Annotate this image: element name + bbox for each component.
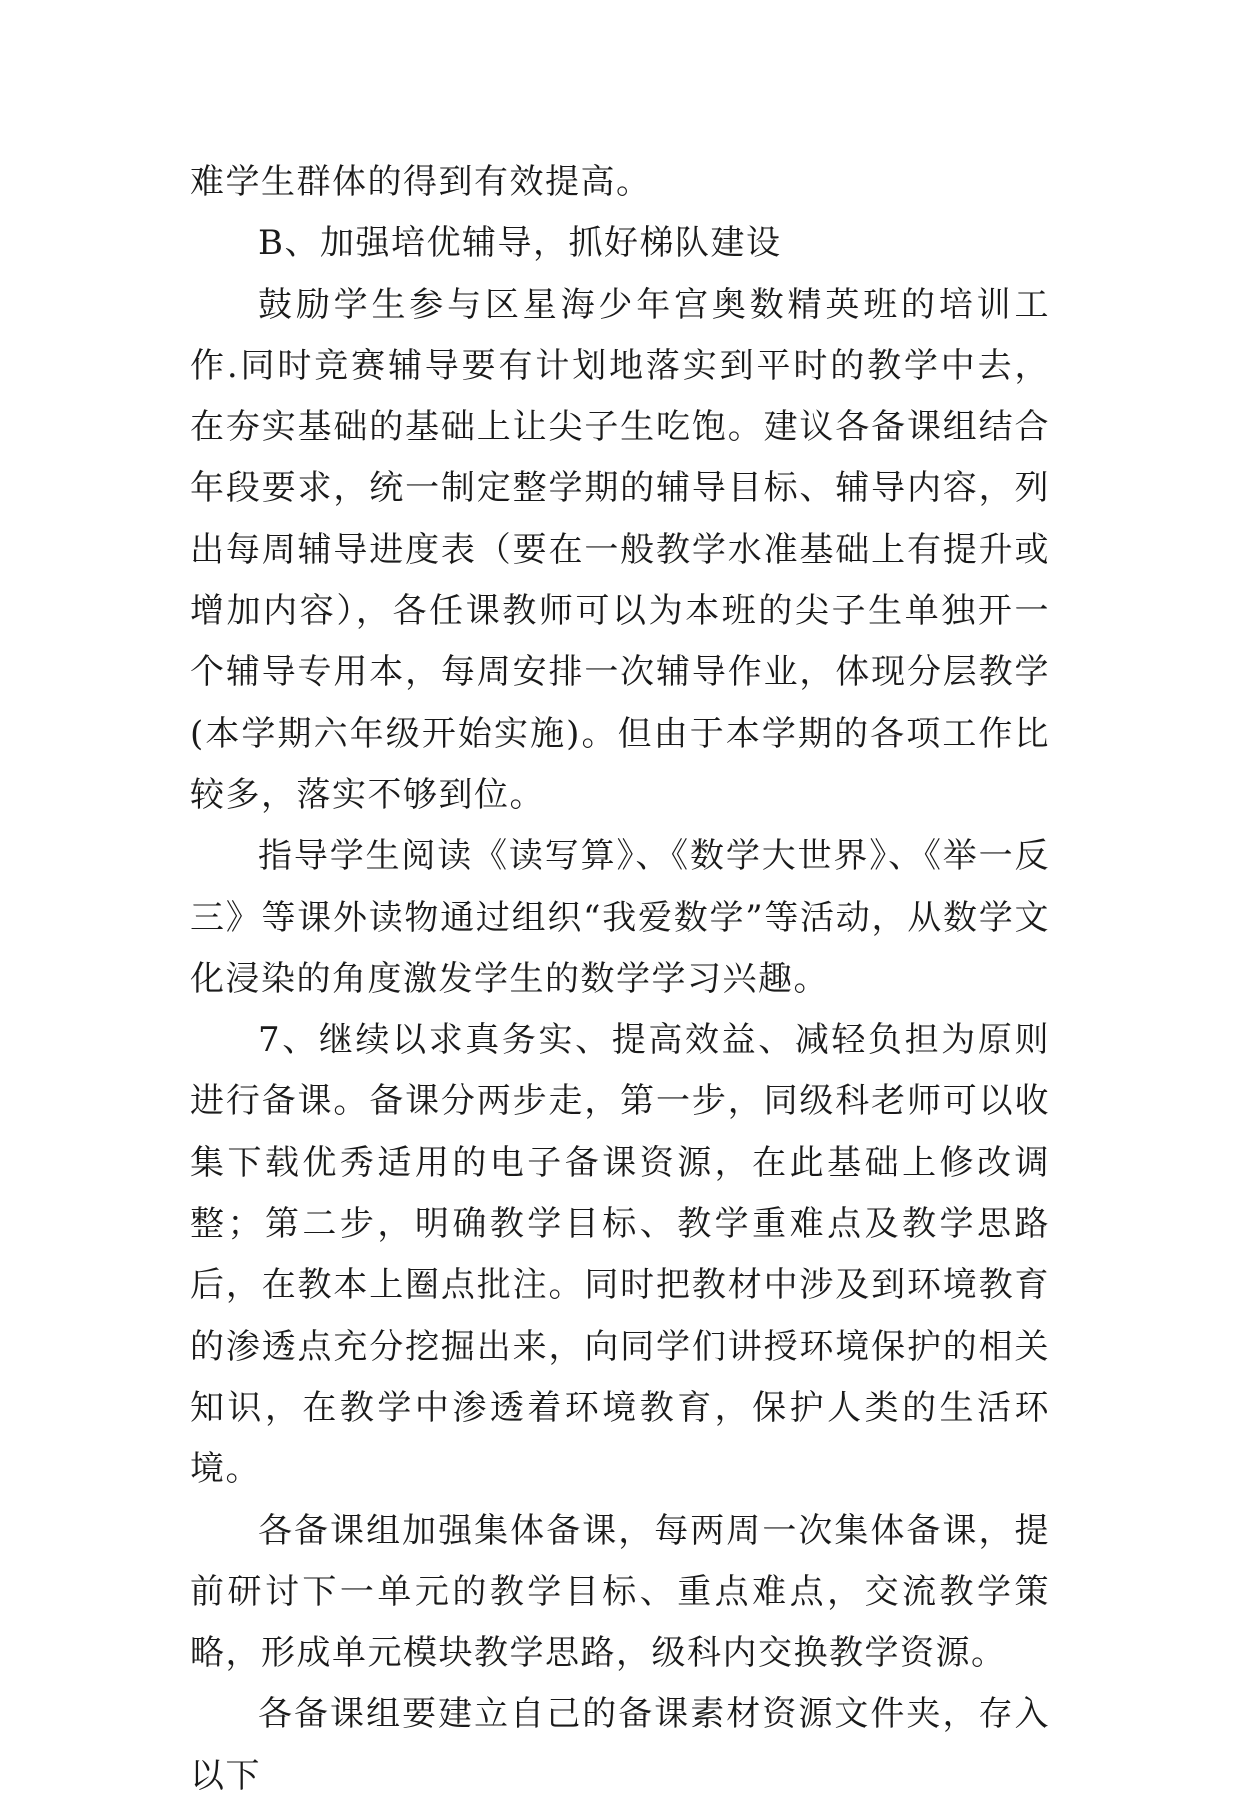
paragraph-resource-folder: 各备课组要建立自己的备课素材资源文件夹，存入以下 xyxy=(190,1694,1050,1796)
paragraph-collective-preparation: 各备课组加强集体备课，每两周一次集体备课，提前研讨下一单元的教学目标、重点难点，交流教学策略，形成单元模块教学思路，级科内交换教学资源。 xyxy=(190,1510,1050,1674)
paragraph-continuation: 难学生群体的得到有效提高。 xyxy=(190,162,652,202)
document-body xyxy=(190,152,1050,1807)
paragraph-reading-guidance: 指导学生阅读《读写算》、《数学大世界》、《举一反三》等课外读物通过组织“我爱数学”等活动，从数学文化浸染的角度激发学生的数学学习兴趣。 xyxy=(190,836,1050,999)
paragraph-competition-tutoring: 鼓励学生参与区星海少年宫奥数精英班的培训工作.同时竞赛辅导要有计划地落实到平时的教学中去，在夯实基础的基础上让尖子生吃饱。建议各备课组结合年段要求，统一制定整学期的辅导目标、辅导内容，列出每周辅导进度表（要在一般教学水准基础上有提升或增加内容），各任课教师可以为本班的尖子生单独开一个辅导专用本，每周安排一次辅导作业，体现分层教学(本学期六年级开始实施)。但由于本学期的各项工作比较多，落实不够到位。 xyxy=(190,284,1050,815)
section-heading-b: B、加强培优辅导，抓好梯队建设 xyxy=(258,223,782,264)
paragraph-lesson-preparation: 7、继续以求真务实、提高效益、减轻负担为原则进行备课。备课分两步走，第一步，同级科老师可以收集下载优秀适用的电子备课资源，在此基础上修改调整；第二步，明确教学目标、教学重难点及教学思路后，在教本上圈点批注。同时把教材中涉及到环境教育的渗透点充分挖掘出来，向同学们讲授环境保护的相关知识，在教学中渗透着环境教育，保护人类的生活环境。 xyxy=(190,1020,1050,1490)
